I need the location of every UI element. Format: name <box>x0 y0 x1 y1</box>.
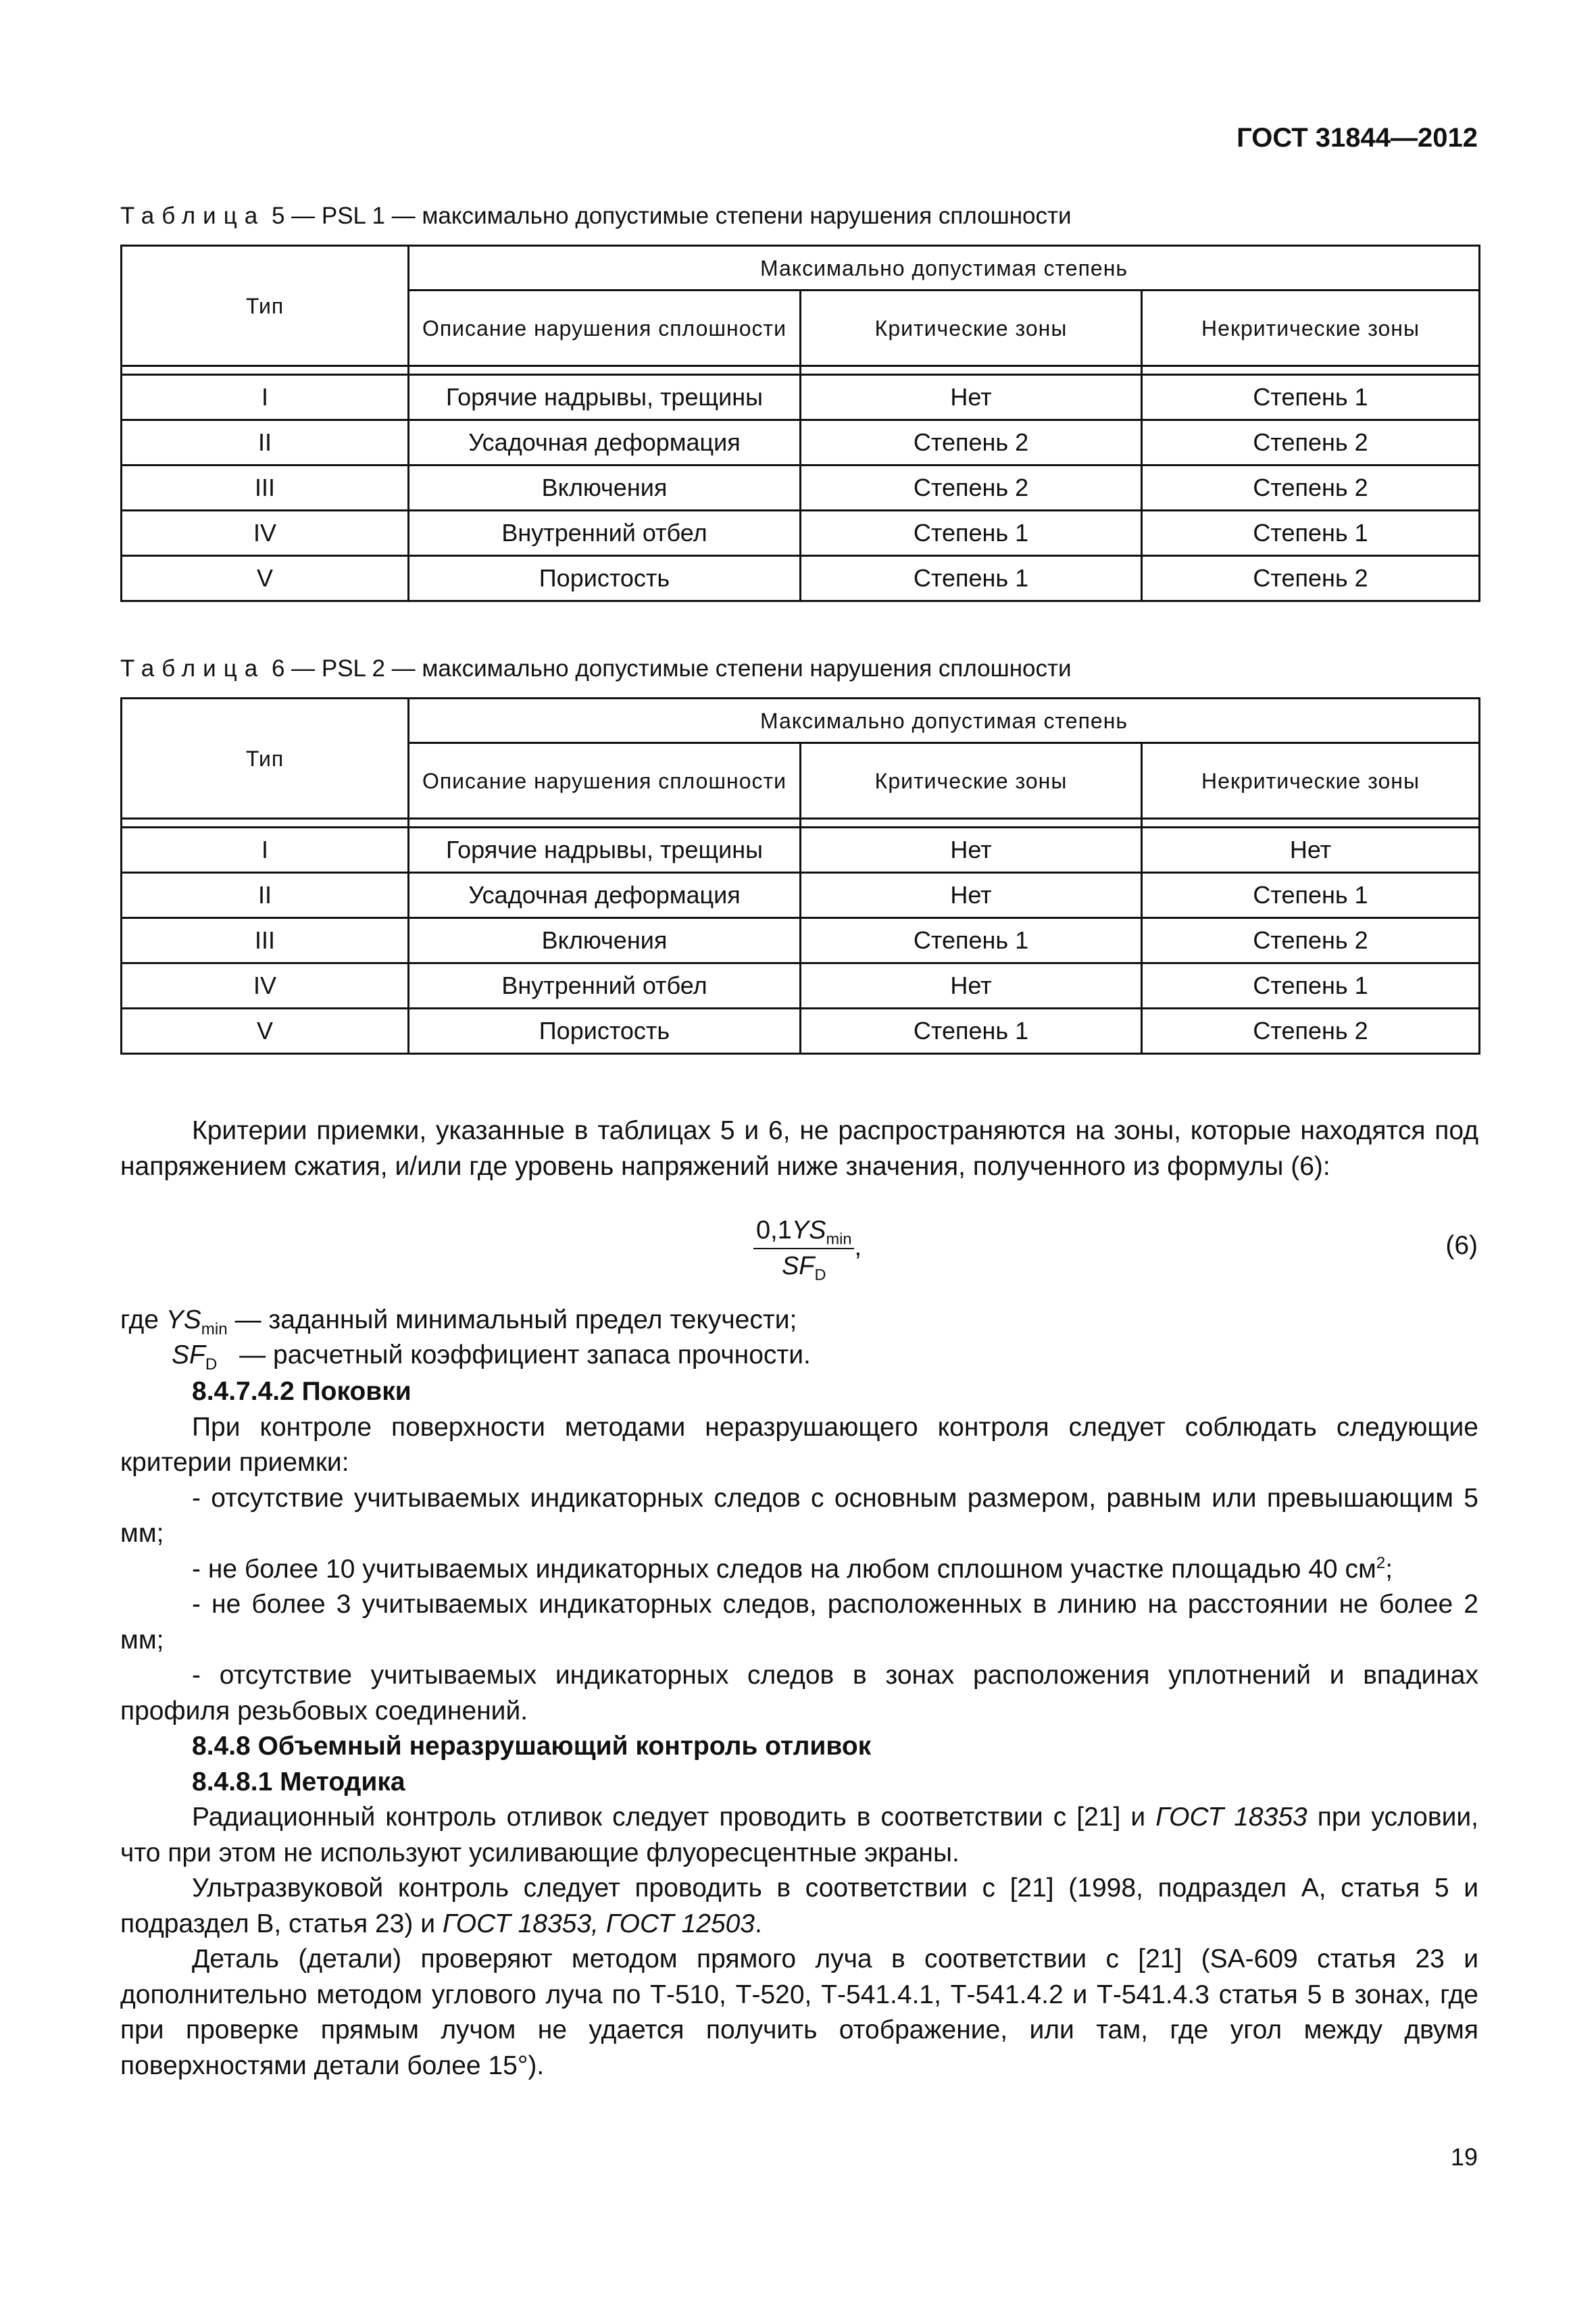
ultrasonic-gost-ref: ГОСТ 18353, ГОСТ 12503 <box>442 1909 755 1938</box>
cell-type: I <box>122 828 409 873</box>
paragraph-radiation <box>120 1800 1478 1871</box>
cell-type: IV <box>122 963 409 1009</box>
cell-type: I <box>122 375 409 420</box>
table-row <box>122 963 1480 1009</box>
table-row <box>122 918 1480 963</box>
paragraph-ultrasonic <box>120 1871 1478 1942</box>
cell-critical: Нет <box>801 828 1142 873</box>
ultrasonic-text-b: . <box>754 1909 762 1938</box>
formula-6 <box>753 1216 862 1284</box>
legend-sf-text: — расчетный коэффициент запаса прочности. <box>232 1340 811 1369</box>
formula-den-var: SF <box>781 1252 815 1280</box>
table-6-head-desc: Описание нарушения сплошности <box>409 743 801 819</box>
formula-fraction <box>753 1216 854 1284</box>
list-item-2-sup: 2 <box>1376 1553 1386 1572</box>
list-item-2-text: - не более 10 учитываемых индикаторных следов на любом сплошном участке площадью 40 см <box>192 1554 1376 1584</box>
table-5-head-group: Максимально допустимая степень <box>409 246 1480 291</box>
table-row <box>122 511 1480 556</box>
body-text <box>120 1374 1478 2084</box>
formula-num-sub: min <box>826 1230 852 1248</box>
cell-noncritical: Степень 2 <box>1142 420 1480 466</box>
list-item-4: - отсутствие учитываемых индикаторных следов в зонах расположения уплотнений и впадинах профиля резьбовых соединений. <box>120 1661 1478 1726</box>
list-item-3: - не более 3 учитываемых индикаторных следов, расположенных в линию на расстоянии не более 2 мм; <box>120 1590 1478 1655</box>
table-row <box>122 873 1480 918</box>
cell-desc: Включения <box>409 466 801 511</box>
cell-type: V <box>122 556 409 601</box>
cell-critical: Нет <box>801 873 1142 918</box>
cell-type: II <box>122 420 409 466</box>
cell-desc: Включения <box>409 918 801 963</box>
cell-noncritical: Степень 1 <box>1142 873 1480 918</box>
formula-den-sub: D <box>814 1265 826 1284</box>
cell-type: II <box>122 873 409 918</box>
cell-noncritical: Степень 2 <box>1142 1009 1480 1054</box>
radiation-text-a: Радиационный контроль отливок следует проводить в соответствии с [21] и <box>192 1803 1156 1832</box>
criteria-text: Критерии приемки, указанные в таблицах 5 и 6, не распространяются на зоны, которые находятся под напряжением сжатия, и/или где уровень напряжений ниже значения, полученного из формулы (6): <box>120 1116 1478 1181</box>
ultrasonic-text-a: Ультразвуковой контроль следует проводить в соответствии с [21] (1998, подраздел А, статья 5 и подраздел В, статья 23) и <box>120 1873 1478 1938</box>
table-6-head-noncritical: Некритические зоны <box>1142 743 1480 819</box>
cell-critical: Степень 1 <box>801 918 1142 963</box>
list-item-2 <box>120 1552 1478 1588</box>
heading-volume-control: 8.4.8 Объемный неразрушающий контроль отливок <box>192 1732 872 1761</box>
cell-type: V <box>122 1009 409 1054</box>
formula-number: (6) <box>1445 1231 1478 1260</box>
legend-ys-sub: min <box>201 1319 228 1338</box>
legend-sf-sub: D <box>205 1355 218 1374</box>
formula-denominator <box>753 1249 854 1284</box>
cell-critical: Степень 1 <box>801 1009 1142 1054</box>
table-5-head-critical: Критические зоны <box>801 291 1142 366</box>
legend-lead: где <box>120 1305 159 1334</box>
table-5-caption-word: Таблица <box>120 203 266 229</box>
table-5-caption-text: 5 — PSL 1 — максимально допустимые степени нарушения сплошности <box>265 203 1072 229</box>
list-item-1: - отсутствие учитываемых индикаторных следов с основным размером, равным или превышающим 5 мм; <box>120 1483 1478 1548</box>
cell-noncritical: Нет <box>1142 828 1480 873</box>
formula-num-var: YS <box>791 1216 826 1244</box>
cell-critical: Степень 1 <box>801 556 1142 601</box>
cell-desc: Внутренний отбел <box>409 511 801 556</box>
table-6-head-critical: Критические зоны <box>801 743 1142 819</box>
cell-noncritical: Степень 2 <box>1142 466 1480 511</box>
legend-sf-var: SF <box>172 1340 205 1369</box>
heading-method: 8.4.8.1 Методика <box>192 1767 405 1796</box>
legend-ys-var: YS <box>166 1305 201 1334</box>
formula-num-prefix: 0,1 <box>756 1216 792 1244</box>
table-6-caption-word: Таблица <box>120 655 266 682</box>
table-row <box>122 375 1480 420</box>
paragraph-detail-check: Деталь (детали) проверяют методом прямого луча в соответствии с [21] (SA-609 статья 23 и дополнительно методом углового луча по Т-510, Т-520, Т-541.4.1, Т-541.4.2 и Т-541.4.3 статья 5 в зонах, где при проверке прямым лучом не удается получить отображение, или там, где угол между двумя поверхностями детали более 15°). <box>120 1944 1478 2080</box>
cell-desc: Внутренний отбел <box>409 963 801 1009</box>
paragraph-surface-control: При контроле поверхности методами неразрушающего контроля следует соблюдать следующие критерии приемки: <box>120 1412 1478 1477</box>
cell-noncritical: Степень 1 <box>1142 375 1480 420</box>
table-6 <box>120 697 1480 1055</box>
table-5-caption <box>120 203 1072 230</box>
cell-noncritical: Степень 2 <box>1142 556 1480 601</box>
cell-desc: Горячие надрывы, трещины <box>409 375 801 420</box>
cell-critical: Нет <box>801 963 1142 1009</box>
cell-critical: Степень 2 <box>801 420 1142 466</box>
cell-desc: Пористость <box>409 556 801 601</box>
cell-noncritical: Степень 1 <box>1142 963 1480 1009</box>
table-row <box>122 556 1480 601</box>
table-6-head-group: Максимально допустимая степень <box>409 699 1480 743</box>
table-5 <box>120 245 1480 602</box>
cell-noncritical: Степень 1 <box>1142 511 1480 556</box>
table-6-caption-text: 6 — PSL 2 — максимально допустимые степени нарушения сплошности <box>265 655 1072 682</box>
table-row <box>122 1009 1480 1054</box>
cell-critical: Степень 1 <box>801 511 1142 556</box>
radiation-text-b: при условии, что при этом не используют усиливающие флуоресцентные экраны. <box>120 1803 1478 1867</box>
table-row <box>122 828 1480 873</box>
criteria-paragraph <box>120 1113 1478 1184</box>
cell-type: III <box>122 466 409 511</box>
document-code: ГОСТ 31844—2012 <box>1237 123 1478 153</box>
formula-legend <box>120 1303 811 1373</box>
cell-critical: Нет <box>801 375 1142 420</box>
cell-type: III <box>122 918 409 963</box>
cell-desc: Усадочная деформация <box>409 873 801 918</box>
cell-desc: Пористость <box>409 1009 801 1054</box>
table-6-caption <box>120 655 1072 682</box>
cell-critical: Степень 2 <box>801 466 1142 511</box>
formula-numerator <box>753 1216 854 1249</box>
table-5-head-type: Тип <box>122 246 409 366</box>
page-number: 19 <box>1450 2143 1478 2171</box>
table-row <box>122 420 1480 466</box>
list-item-2-end: ; <box>1385 1554 1393 1584</box>
formula-trailing-comma: , <box>854 1233 862 1262</box>
table-6-head-type: Тип <box>122 699 409 819</box>
legend-item-ys <box>120 1303 811 1338</box>
heading-forgings: 8.4.7.4.2 Поковки <box>192 1377 412 1406</box>
table-5-head-noncritical: Некритические зоны <box>1142 291 1480 366</box>
cell-desc: Усадочная деформация <box>409 420 801 466</box>
legend-item-sf <box>120 1338 811 1373</box>
legend-ys-text: — заданный минимальный предел текучести; <box>227 1305 797 1334</box>
table-5-head-desc: Описание нарушения сплошности <box>409 291 801 366</box>
cell-type: IV <box>122 511 409 556</box>
radiation-gost-ref: ГОСТ 18353 <box>1155 1803 1307 1832</box>
cell-desc: Горячие надрывы, трещины <box>409 828 801 873</box>
table-row <box>122 466 1480 511</box>
cell-noncritical: Степень 2 <box>1142 918 1480 963</box>
